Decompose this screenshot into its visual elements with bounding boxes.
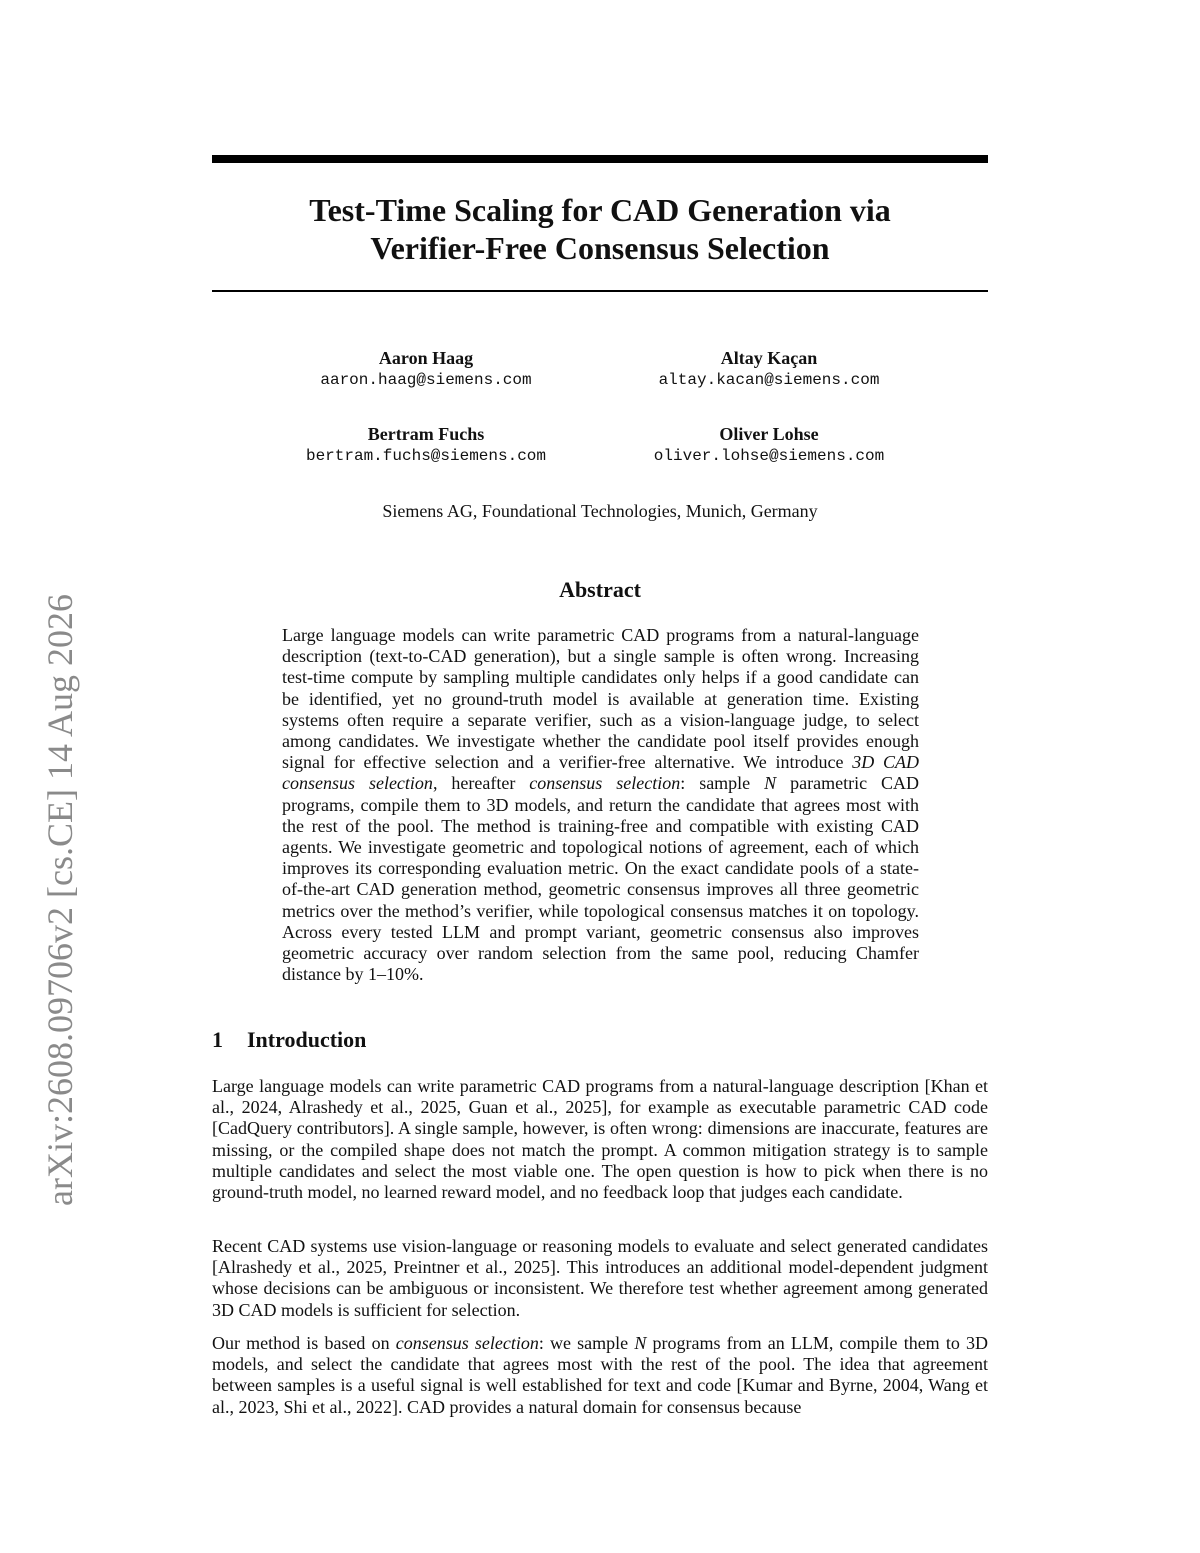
author-block (609, 347, 929, 391)
arxiv-stamp: arXiv:2608.09706v2 [cs.CE] 14 Aug 2026 (40, 594, 80, 1206)
paragraph-math-n: N (634, 1333, 647, 1353)
section-title: Introduction (247, 1027, 367, 1052)
author-email: altay.kacan@siemens.com (658, 371, 880, 389)
author-email: bertram.fuchs@siemens.com (305, 447, 547, 465)
affiliation: Siemens AG, Foundational Technologies, Munich, Germany (382, 501, 818, 521)
author-name: Aaron Haag (378, 348, 474, 368)
abstract-math-n: N (764, 773, 777, 794)
author-name: Bertram Fuchs (367, 424, 485, 444)
abstract-text: , hereafter (432, 773, 530, 794)
author-email: oliver.lohse@siemens.com (653, 447, 885, 465)
author-block (609, 423, 929, 467)
intro-paragraph-1: Large language models can write parametric CAD programs from a natural-language description [Khan et al., 2024, Alrashedy et al., 2025, Guan et al., 2025], for example as executable parametric CAD code [CadQuery contributors]. A single sample, however, is often wrong: dimensions are inaccurate, features are missing, or the compiled shape does not match the prompt. A common mitigation strategy is to sample multiple candidates and select the most viable one. The open question is how to pick when there is no ground-truth model, no learned reward model, and no feedback loop that judges each candidate. (212, 1076, 988, 1203)
author-name: Altay Kaçan (720, 348, 818, 368)
title-rule-bottom (212, 290, 988, 292)
paragraph-emphasis: consensus selection (395, 1333, 539, 1353)
abstract-text: : sample (680, 773, 765, 794)
intro-paragraph-3 (212, 1333, 988, 1418)
author-email: aaron.haag@siemens.com (320, 371, 532, 389)
paragraph-text: : we sample (538, 1333, 635, 1353)
author-block (266, 347, 586, 391)
paragraph-text: programs from an LLM, compile them to 3D models, and select the candidate that agrees most with the rest of the pool. The idea that agreement between samples is a useful signal is well established for text and code [Kumar and Byrne, 2004, Wang et al., 2023, Shi et al., 2022]. CAD provides a natural domain for consensus because (212, 1333, 988, 1417)
section-number: 1 (212, 1027, 223, 1052)
title-line-1: Test-Time Scaling for CAD Generation via (309, 192, 891, 228)
intro-paragraph-2: Recent CAD systems use vision-language or reasoning models to evaluate and select generated candidates [Alrashedy et al., 2025, Preintner et al., 2025]. This introduces an additional model-dependent judgment whose decisions can be ambiguous or inconsistent. We therefore test whether agreement among generated 3D CAD models is sufficient for selection. (212, 1236, 988, 1320)
abstract-text: Large language models can write parametric CAD programs from a natural-language description (text-to-CAD generation), but a single sample is often wrong. Increasing test-time compute by sampling multiple candidates only helps if a good candidate can be identified, yet no ground-truth model is available at generation time. Existing systems often require a separate verifier, such as a vision-language judge, to select among candidates. We investigate whether the candidate pool itself provides enough signal for effective selection and a verifier-free alternative. We introduce (282, 625, 919, 773)
abstract-emphasis: 3D CAD consensus selection (282, 752, 920, 794)
author-block (266, 423, 586, 467)
paragraph-text: Our method is based on (212, 1333, 396, 1353)
title-line-2: Verifier-Free Consensus Selection (370, 230, 830, 266)
author-name: Oliver Lohse (719, 424, 819, 444)
abstract-heading: Abstract (559, 577, 641, 602)
title-rule-top (212, 155, 988, 163)
abstract-body (282, 625, 919, 985)
section-heading (212, 1027, 988, 1053)
abstract-emphasis: consensus selection (529, 773, 681, 794)
abstract-text: parametric CAD programs, compile them to 3D models, and return the candidate that agrees most with the rest of the pool. The method is training-free and compatible with existing CAD agents. We investigate geometric and topological notions of agreement, each of which improves its corresponding evaluation metric. On the exact candidate pools of a state-of-the-art CAD generation method, geometric consensus improves all three geometric metrics over the method’s verifier, while topological consensus matches it on topology. Across every tested LLM and prompt variant, geometric consensus also improves geometric accuracy over random selection from the same pool, reducing Chamfer distance by 1–10%. (282, 773, 920, 985)
paper-title (212, 191, 988, 267)
